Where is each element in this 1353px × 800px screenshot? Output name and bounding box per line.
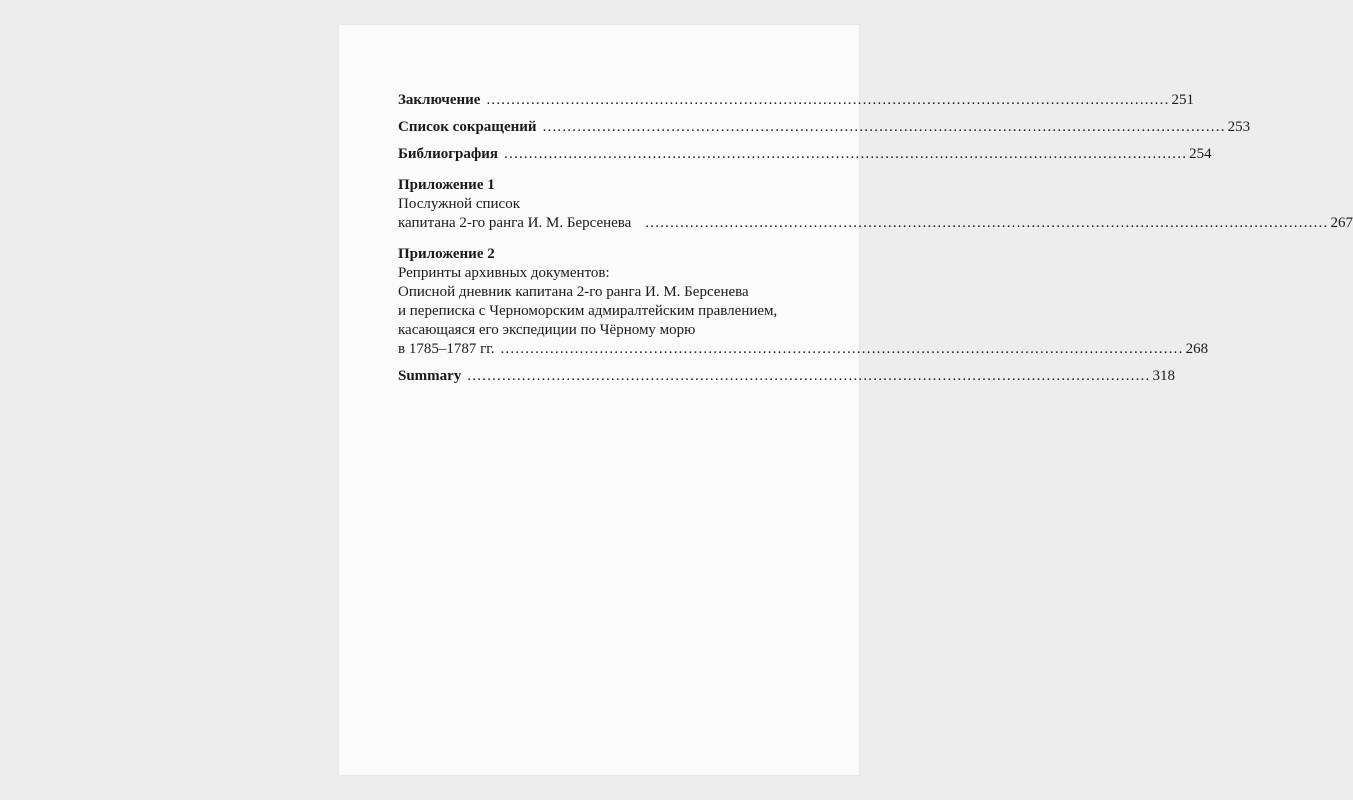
appendix-line: касающаяся его экспедиции по Чёрному морю <box>398 322 696 338</box>
dot-leader: .......................................................................................................................................... <box>542 119 1226 135</box>
toc-entry-abbreviations <box>398 118 1251 137</box>
toc-entry-appendix-2 <box>398 245 1209 359</box>
appendix-line: Описной дневник капитана 2-го ранга И. М. Берсенева <box>398 284 749 300</box>
toc-page-number: 254 <box>1189 146 1212 162</box>
toc-entry-title: Список сокращений <box>398 119 537 135</box>
toc-page-number: 267 <box>1330 215 1353 231</box>
dot-leader: .......................................................................................................................................... <box>504 146 1188 162</box>
dot-leader: .......................................................................................................................................... <box>645 215 1329 231</box>
toc-entry-summary <box>398 367 1175 386</box>
toc-entry-conclusion <box>398 91 1195 110</box>
appendix-line: Послужной список <box>398 196 520 212</box>
appendix-heading: Приложение 1 <box>398 177 495 193</box>
toc-entry-title: Summary <box>398 368 462 384</box>
book-page <box>339 25 1353 775</box>
toc-page-number: 253 <box>1227 119 1251 135</box>
table-of-contents <box>398 91 1353 394</box>
appendix-line: Репринты архивных документов: <box>398 265 610 281</box>
toc-page-number: 251 <box>1171 92 1195 108</box>
toc-entry-title: Заключение <box>398 92 481 108</box>
toc-entry-title: Библиография <box>398 146 499 162</box>
toc-page-number: 318 <box>1152 368 1175 384</box>
appendix-last-line: в 1785–1787 гг. <box>398 341 495 357</box>
dot-leader: .......................................................................................................................................... <box>486 92 1170 108</box>
appendix-line: и переписка с Черноморским адмиралтейским правлением, <box>398 303 778 319</box>
toc-entry-appendix-1 <box>398 176 1353 233</box>
appendix-heading: Приложение 2 <box>398 246 495 262</box>
appendix-last-line: капитана 2-го ранга И. М. Берсенева <box>398 215 632 231</box>
dot-leader: .......................................................................................................................................... <box>500 341 1184 357</box>
toc-page-number: 268 <box>1185 341 1209 357</box>
toc-entry-bibliography <box>398 145 1212 164</box>
dot-leader: .......................................................................................................................................... <box>467 368 1151 384</box>
